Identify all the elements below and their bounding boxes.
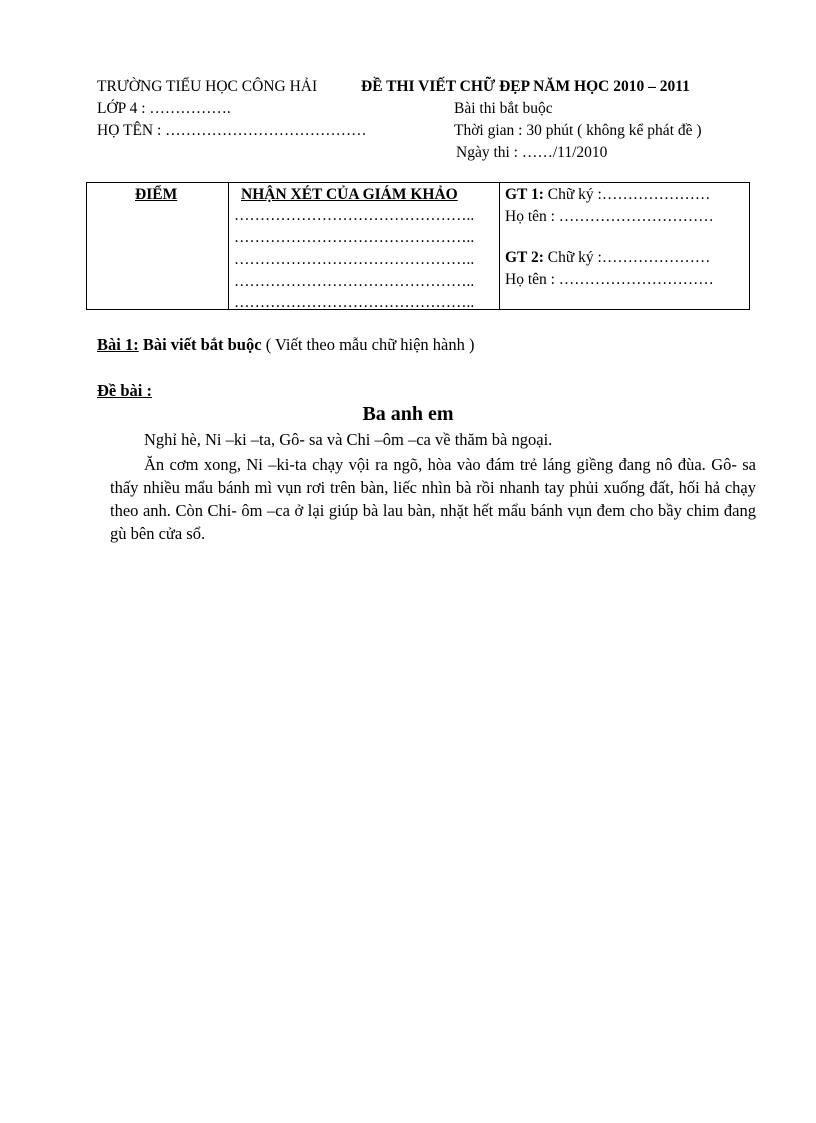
school-name: TRƯỜNG TIỂU HỌC CÔNG HẢI <box>97 78 318 95</box>
passage-paragraph-1: Nghỉ hè, Ni –ki –ta, Gô- sa và Chi –ôm –ca về thăm bà ngoại. <box>144 430 553 449</box>
task-label: Bài 1: <box>97 335 139 354</box>
examiners-column <box>499 183 749 309</box>
passage-paragraph-2: Ăn cơm xong, Ni –ki-ta chạy vội ra ngõ, hòa vào đám trẻ láng giềng đang nô đùa. Gô- sa thấy nhiều mẩu bánh mì vụn rơi trên bàn, liếc nhìn bà rồi nhanh tay phủi xuống đất, hối hả chạy theo anh. Còn Chi- ôm –ca ở lại giúp bà lau bàn, nhặt hết mẩu bánh vụn đem cho bầy chim đang gù bên cửa sổ. <box>110 455 756 543</box>
remarks-header: NHẬN XÉT CỦA GIÁM KHẢO <box>241 186 458 203</box>
examiner2-name: Họ tên : ………………………… <box>505 271 714 288</box>
score-header: ĐIỂM <box>135 186 178 203</box>
remark-line: ……………………………………….. <box>234 294 475 311</box>
remark-line: ……………………………………….. <box>234 273 475 290</box>
task-heading <box>97 335 474 355</box>
examiner2-label: GT 2: <box>505 249 544 266</box>
examiner1-label: GT 1: <box>505 186 544 203</box>
remarks-column <box>228 183 500 309</box>
task-note: ( Viết theo mẫu chữ hiện hành ) <box>261 335 475 354</box>
grading-table <box>86 182 750 310</box>
remark-line: ……………………………………….. <box>234 229 475 246</box>
passage-title: Ba anh em <box>362 403 454 425</box>
remark-line: ……………………………………….. <box>234 207 475 224</box>
task-title: Bài viết bắt buộc <box>138 335 262 354</box>
exam-date: Ngày thi : ……/11/2010 <box>456 144 608 161</box>
examiner1-signature <box>505 186 710 204</box>
class-line: LỚP 4 : ……………. <box>97 100 231 117</box>
prompt-label: Đề bài : <box>97 381 152 400</box>
student-name-line: HỌ TÊN : ………………………………… <box>97 122 367 139</box>
examiner2-sign-line: Chữ ký :………………… <box>543 249 711 266</box>
examiner2-signature <box>505 249 710 267</box>
examiner1-name: Họ tên : ………………………… <box>505 208 714 225</box>
examiner1-sign-line: Chữ ký :………………… <box>543 186 711 203</box>
exam-title: ĐỀ THI VIẾT CHỮ ĐẸP NĂM HỌC 2010 – 2011 <box>361 78 690 95</box>
remark-line: ……………………………………….. <box>234 251 475 268</box>
exam-duration: Thời gian : 30 phút ( không kể phát đề ) <box>454 122 702 139</box>
exam-type: Bài thi bắt buộc <box>454 100 553 117</box>
score-column <box>87 183 229 309</box>
